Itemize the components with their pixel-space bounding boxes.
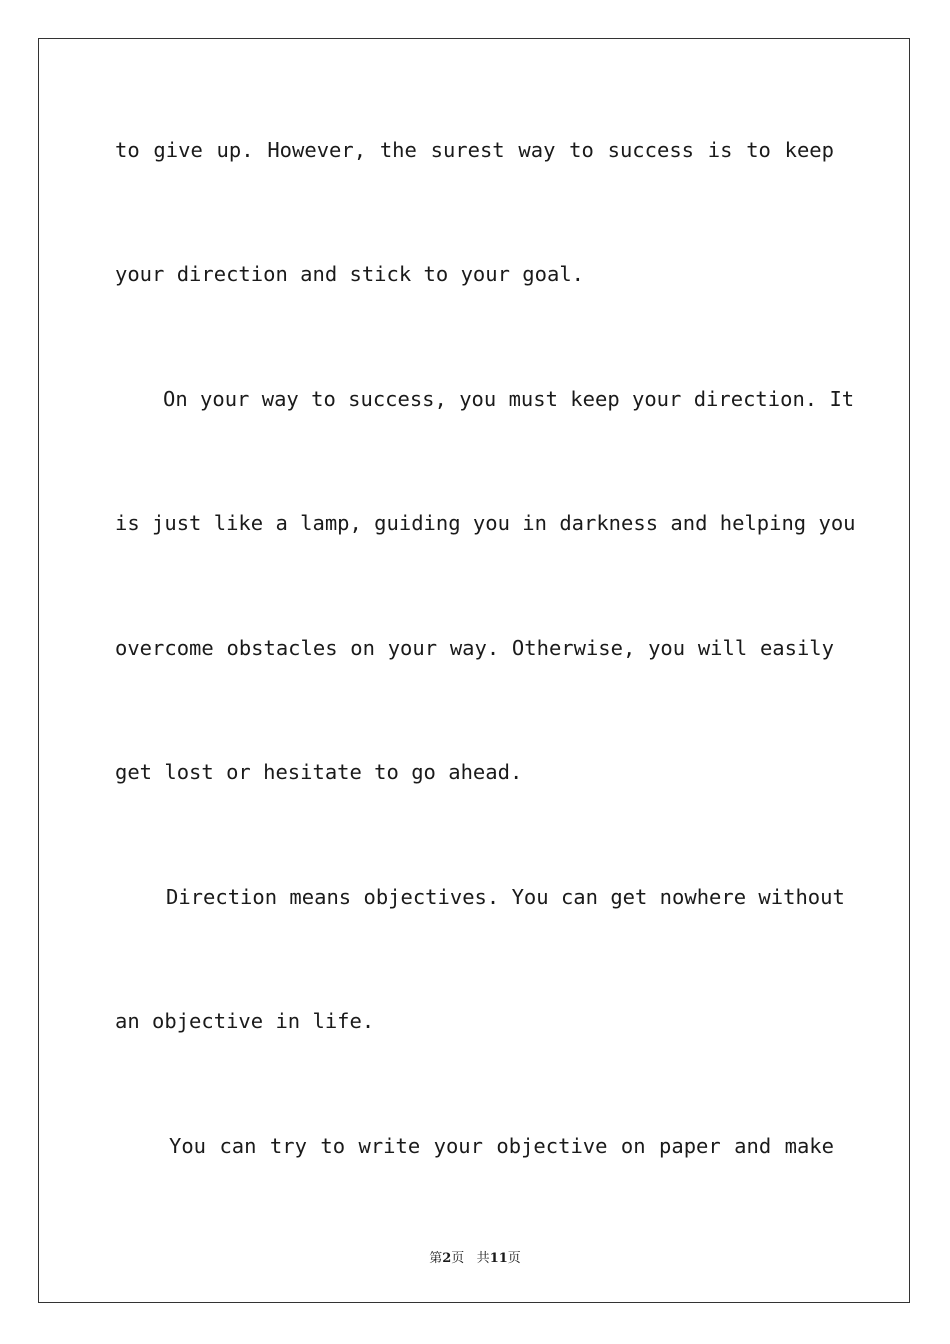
page-suffix: 页	[451, 1251, 465, 1266]
body-line-1: to give up. However, the surest way to success is to keep	[115, 138, 834, 162]
body-line-8: an objective in life.	[115, 1009, 375, 1033]
total-prefix: 共	[476, 1251, 490, 1266]
page-footer	[0, 1247, 950, 1266]
page-prefix: 第	[429, 1251, 443, 1266]
body-line-6: get lost or hesitate to go ahead.	[115, 760, 523, 784]
body-line-3: On your way to success, you must keep your direction. It	[163, 387, 855, 411]
body-line-4: is just like a lamp, guiding you in darkness and helping you	[115, 511, 856, 535]
body-line-2: your direction and stick to your goal.	[115, 262, 584, 286]
page-number: 2	[442, 1251, 452, 1266]
body-line-5: overcome obstacles on your way. Otherwise, you will easily	[115, 636, 834, 660]
total-suffix: 页	[507, 1251, 521, 1266]
page-border	[38, 38, 910, 1303]
body-line-9: You can try to write your objective on paper and make	[169, 1134, 834, 1158]
body-line-7: Direction means objectives. You can get nowhere without	[166, 885, 845, 909]
total-pages: 11	[489, 1251, 508, 1266]
